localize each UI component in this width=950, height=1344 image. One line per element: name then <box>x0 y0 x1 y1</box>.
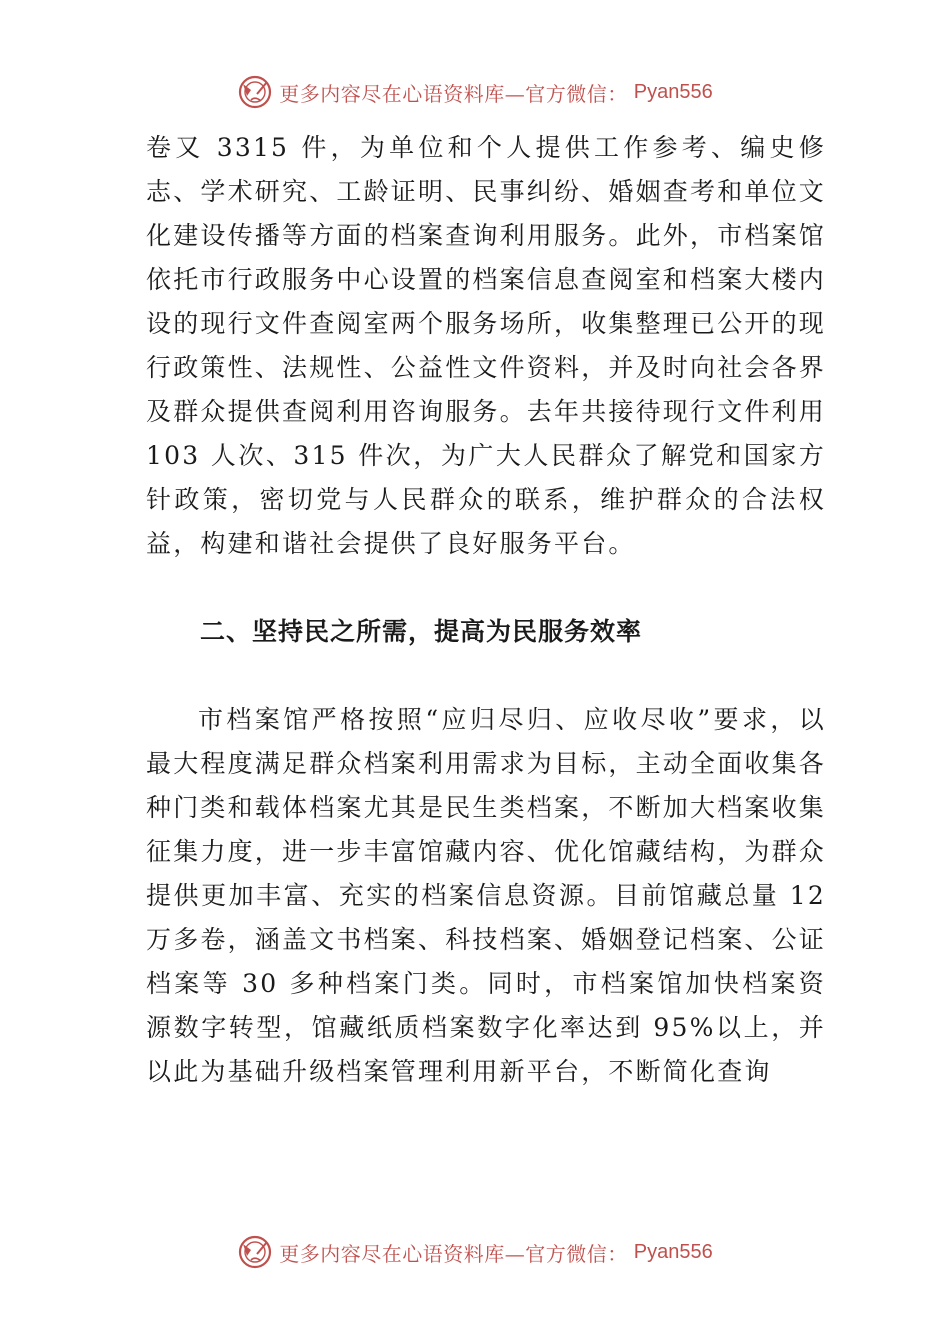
footer-watermark <box>0 1230 950 1274</box>
watermark-logo-icon <box>237 1234 273 1270</box>
section-heading: 二、坚持民之所需，提高为民服务效率 <box>200 617 643 646</box>
paragraph-section-two: 市档案馆严格按照“应归尽归、应收尽收”要求，以最大程度满足群众档案利用需求为目标，主动全面收集各种门类和载体档案尤其是民生类档案，不断加大档案收集征集力度，进一步丰富馆藏内容、优化馆藏结构，为群众提供更加丰富、充实的档案信息资源。目前馆藏总量 12 万多卷，涵盖文书档案、科技档案、婚姻登记档案、公证档案等 30 多种档案门类。同时，市档案馆加快档案资源数字转型，馆藏纸质档案数字化率达到 95%以上，并以此为基础升级档案管理利用新平台，不断简化查询 <box>146 705 827 1086</box>
watermark-logo-icon <box>237 74 273 110</box>
watermark-wechat-id: Pyan556 <box>633 1240 713 1263</box>
watermark-text: 更多内容尽在心语资料库—官方微信： <box>279 81 628 106</box>
watermark-text: 更多内容尽在心语资料库—官方微信： <box>279 1241 628 1266</box>
spacer <box>146 654 826 698</box>
watermark-wechat-id: Pyan556 <box>633 80 713 103</box>
header-watermark <box>0 70 950 114</box>
paragraph-continuation: 卷又 3315 件，为单位和个人提供工作参考、编史修志、学术研究、工龄证明、民事纠纷、婚姻查考和单位文化建设传播等方面的档案查询利用服务。此外，市档案馆依托市行政服务中心设置的档案信息查阅室和档案大楼内设的现行文件查阅室两个服务场所，收集整理已公开的现行政策性、法规性、公益性文件资料，并及时向社会各界及群众提供查阅利用咨询服务。去年共接待现行文件利用 103 人次、315 件次，为广大人民群众了解党和国家方针政策，密切党与人民群众的联系，维护群众的合法权益，构建和谐社会提供了良好服务平台。 <box>146 133 827 558</box>
document-body <box>146 126 826 1094</box>
spacer <box>146 566 826 610</box>
